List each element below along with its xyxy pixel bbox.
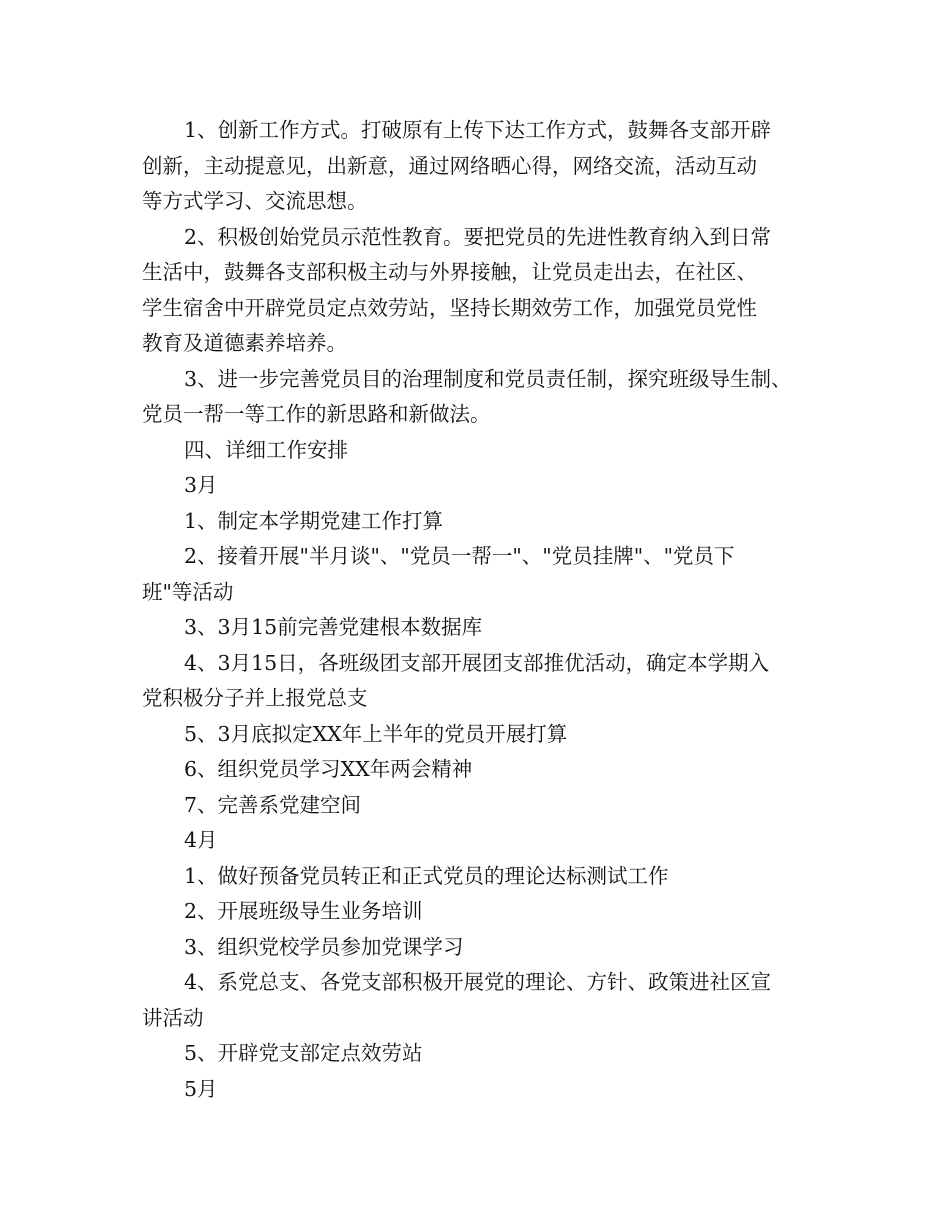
text-line: 5、开辟党支部定点效劳站 xyxy=(184,1041,423,1065)
paragraph xyxy=(142,894,832,930)
text-line: 生活中，鼓舞各支部积极主动与外界接触，让党员走出去，在社区、 xyxy=(142,260,757,284)
text-line: 2、接着开展"半月谈"、"党员一帮一"、"党员挂牌"、"党员下 xyxy=(184,544,735,568)
paragraph-list xyxy=(142,113,832,1107)
text-line: 讲活动 xyxy=(142,1005,204,1030)
paragraph xyxy=(142,468,832,504)
text-line: 创新，主动提意见，出新意，通过网络晒心得，网络交流，活动互动 xyxy=(142,153,757,178)
paragraph xyxy=(142,362,832,433)
text-line: 3、组织党校学员参加党课学习 xyxy=(184,934,464,959)
text-line: 6、组织党员学习XX年两会精神 xyxy=(184,757,473,781)
paragraph xyxy=(142,610,832,646)
paragraph xyxy=(142,504,832,540)
text-line: 3、3月15前完善党建根本数据库 xyxy=(184,615,483,639)
paragraph xyxy=(142,717,832,753)
paragraph xyxy=(142,1072,832,1108)
text-line: 4月 xyxy=(184,828,218,852)
paragraph xyxy=(142,788,832,824)
paragraph xyxy=(142,859,832,895)
text-line: 3、进一步完善党员目的治理制度和党员责任制，探究班级导生制、 xyxy=(184,366,792,391)
text-line: 等方式学习、交流思想。 xyxy=(142,189,368,213)
text-line: 5、3月底拟定XX年上半年的党员开展打算 xyxy=(184,721,568,746)
text-line: 党积极分子并上报党总支 xyxy=(142,686,368,710)
text-line: 1、做好预备党员转正和正式党员的理论达标测试工作 xyxy=(184,863,669,888)
paragraph xyxy=(142,220,832,362)
text-line: 党员一帮一等工作的新思路和新做法。 xyxy=(142,402,491,426)
text-line: 7、完善系党建空间 xyxy=(184,792,362,817)
paragraph xyxy=(142,1036,832,1072)
text-line: 1、制定本学期党建工作打算 xyxy=(184,508,444,533)
text-line: 学生宿舍中开辟党员定点效劳站，坚持长期效劳工作，加强党员党性 xyxy=(142,295,757,320)
paragraph xyxy=(142,752,832,788)
text-line: 教育及道德素养培养。 xyxy=(142,331,347,355)
text-line: 3月 xyxy=(184,473,218,497)
text-line: 2、积极创始党员示范性教育。要把党员的先进性教育纳入到日常 xyxy=(184,224,772,249)
document-body xyxy=(142,113,832,1107)
text-line: 5月 xyxy=(184,1076,218,1101)
text-line: 2、开展班级导生业务培训 xyxy=(184,899,423,923)
paragraph xyxy=(142,823,832,859)
paragraph xyxy=(142,433,832,469)
text-line: 4、系党总支、各党支部积极开展党的理论、方针、政策进社区宣 xyxy=(184,970,772,994)
text-line: 四、详细工作安排 xyxy=(184,437,348,462)
text-line: 4、3月15日，各班级团支部开展团支部推优活动，确定本学期入 xyxy=(184,650,770,675)
paragraph xyxy=(142,539,832,610)
text-line: 班"等活动 xyxy=(142,579,234,604)
paragraph xyxy=(142,113,832,220)
paragraph xyxy=(142,930,832,966)
text-line: 1、创新工作方式。打破原有上传下达工作方式，鼓舞各支部开辟 xyxy=(184,118,772,142)
paragraph xyxy=(142,646,832,717)
paragraph xyxy=(142,965,832,1036)
